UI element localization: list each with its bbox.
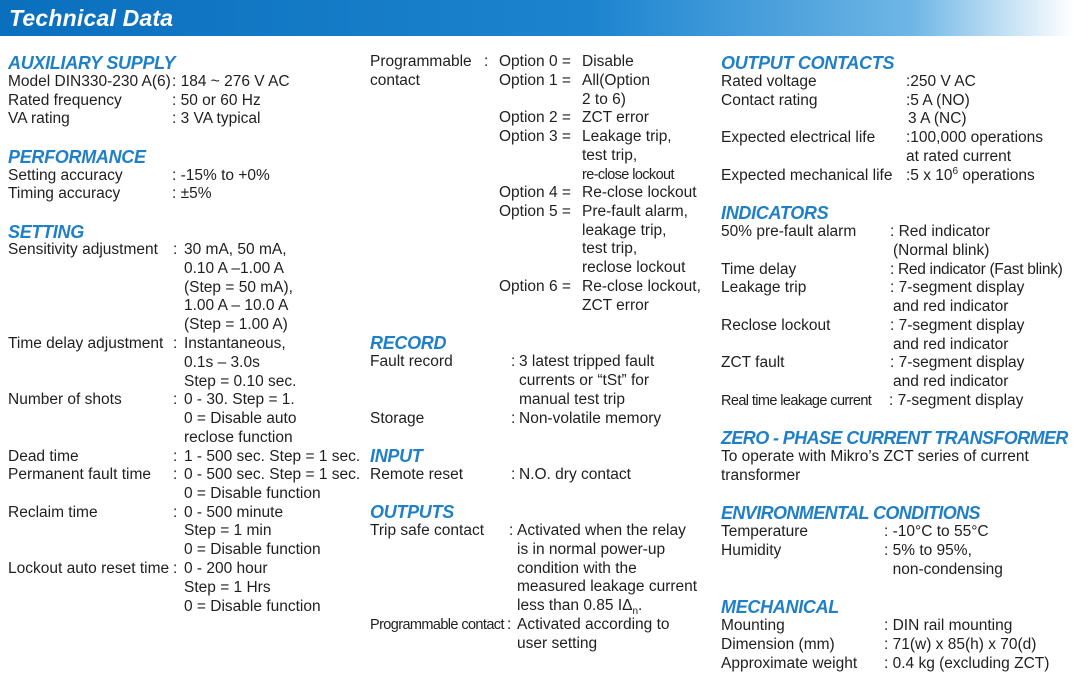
fault-record-colon: : [511, 353, 516, 370]
programmable-contact-output-line: Activated according to [517, 616, 670, 633]
zct-text: To operate with Mikro’s ZCT series of current [721, 448, 1029, 465]
zct-heading: ZERO - PHASE CURRENT TRANSFORMER [721, 428, 1068, 448]
storage-value: Non-volatile memory [519, 410, 662, 427]
indicator-value: (Normal blink) [893, 242, 990, 259]
option-text: Re-close lockout [582, 184, 697, 201]
sensitivity-line: (Step = 50 mA), [184, 279, 293, 296]
mech-value: : DIN rail mounting [884, 617, 1013, 634]
lockout-reset-colon: : [173, 560, 178, 577]
indicator-value: and red indicator [893, 298, 1009, 315]
trip-safe-line: condition with the [517, 560, 637, 577]
mech-value: : 71(w) x 85(h) x 70(d) [884, 636, 1037, 653]
humidity-value: non-condensing [884, 561, 1003, 578]
programmable-contact-output-colon: : [507, 616, 512, 633]
programmable-contact-colon: : [484, 53, 489, 70]
option-label: Option 6 = [499, 278, 571, 295]
programmable-contact-output-label: Programmable contact [370, 617, 504, 633]
auxiliary-supply-heading: AUXILIARY SUPPLY [8, 53, 176, 73]
fault-record-line: currents or “tSt” for [519, 372, 650, 389]
setting-heading: SETTING [8, 222, 84, 242]
option-label: Option 5 = [499, 203, 571, 220]
programmable-contact-label: Programmable [370, 53, 472, 70]
trip-safe-contact-label: Trip safe contact [370, 522, 485, 539]
lockout-reset-line: Step = 1 Hrs [184, 579, 271, 596]
model-label: Model DIN330-230 A(6) [8, 73, 171, 90]
rated-voltage-value: :250 V AC [906, 73, 976, 90]
option-text: reclose lockout [582, 259, 686, 276]
mech-label: Dimension (mm) [721, 636, 835, 653]
mechanical-heading: MECHANICAL [721, 597, 839, 617]
setting-accuracy-label: Setting accuracy [8, 167, 123, 184]
permanent-fault-time-line: 0 = Disable function [184, 485, 321, 502]
option-text: re-close lockout [582, 167, 674, 183]
indicators-heading: INDICATORS [721, 203, 829, 223]
time-delay-adjustment-colon: : [173, 335, 178, 352]
dead-time-label: Dead time [8, 448, 79, 465]
option-text: ZCT error [582, 297, 649, 314]
mech-value: : 0.4 kg (excluding ZCT) [884, 655, 1050, 672]
option-text: test trip, [582, 240, 638, 257]
indicator-value: : 7-segment display [890, 279, 1025, 296]
permanent-fault-time-line: 0 - 500 sec. Step = 1 sec. [184, 466, 361, 483]
option-text: Leakage trip, [582, 128, 672, 145]
sensitivity-line: 1.00 A – 10.0 A [184, 297, 289, 314]
option-label: Option 2 = [499, 109, 571, 126]
trip-safe-line: is in normal power-up [517, 541, 666, 558]
contact-rating-value: 3 A (NC) [908, 110, 967, 127]
time-delay-line: 0.1s – 3.0s [184, 354, 260, 371]
rated-frequency-label: Rated frequency [8, 92, 122, 109]
remote-reset-value: N.O. dry contact [519, 466, 631, 483]
option-label: Option 4 = [499, 184, 571, 201]
input-heading: INPUT [370, 446, 423, 466]
reclaim-time-colon: : [173, 504, 178, 521]
lockout-reset-line: 0 = Disable function [184, 598, 321, 615]
performance-heading: PERFORMANCE [8, 147, 146, 167]
rated-voltage-label: Rated voltage [721, 73, 817, 90]
option-label: Option 1 = [499, 72, 571, 89]
option-label: Option 3 = [499, 128, 571, 145]
fault-record-line: manual test trip [519, 391, 625, 408]
trip-safe-line: measured leakage current [517, 578, 698, 595]
dead-time-colon: : [173, 448, 178, 465]
mechanical-life-value: :5 x $10^6$ operations [906, 165, 1035, 184]
option-text: test trip, [582, 147, 638, 164]
real-time-leakage-label: Real time leakage current [721, 393, 872, 409]
programmable-contact-output-line: user setting [517, 635, 598, 652]
indicator-value: : Red indicator (Fast blink) [890, 261, 1063, 278]
contact-rating-value: :5 A (NO) [906, 92, 970, 109]
programmable-contact-label: contact [370, 72, 420, 89]
option-text: All(Option [582, 72, 651, 89]
reclaim-time-line: Step = 1 min [184, 522, 272, 539]
temperature-label: Temperature [721, 523, 809, 540]
number-of-shots-line: reclose function [184, 429, 293, 446]
option-text: Pre-fault alarm, [582, 203, 688, 220]
remote-reset-label: Remote reset [370, 466, 464, 483]
fault-record-label: Fault record [370, 353, 453, 370]
sensitivity-label: Sensitivity adjustment [8, 241, 158, 258]
timing-accuracy-value: : ±5% [172, 185, 212, 202]
trip-safe-line: less than 0.85 $I\Delta_n$. [517, 597, 643, 618]
trip-safe-contact-colon: : [509, 522, 514, 539]
lockout-reset-label: Lockout auto reset time [8, 560, 170, 577]
sensitivity-line: (Step = 1.00 A) [184, 316, 288, 333]
option-text: Disable [582, 53, 634, 70]
permanent-fault-time-label: Permanent fault time [8, 466, 152, 483]
real-time-leakage-value: : 7-segment display [889, 392, 1024, 409]
number-of-shots-line: 0 = Disable auto [184, 410, 297, 427]
contact-rating-label: Contact rating [721, 92, 818, 109]
indicator-label: 50% pre-fault alarm [721, 223, 857, 240]
output-contacts-heading: OUTPUT CONTACTS [721, 53, 895, 73]
indicator-value: : Red indicator [890, 223, 990, 240]
indicator-value: and red indicator [893, 373, 1009, 390]
humidity-label: Humidity [721, 542, 782, 559]
humidity-value: : 5% to 95%, [884, 542, 972, 559]
indicator-label: Reclose lockout [721, 317, 831, 334]
environmental-heading: ENVIRONMENTAL CONDITIONS [721, 503, 980, 523]
time-delay-adjustment-label: Time delay adjustment [8, 335, 164, 352]
timing-accuracy-label: Timing accuracy [8, 185, 121, 202]
reclaim-time-line: 0 - 500 minute [184, 504, 284, 521]
option-text: leakage trip, [582, 222, 667, 239]
sensitivity-colon: : [173, 241, 178, 258]
indicator-label: ZCT fault [721, 354, 785, 371]
outputs-heading: OUTPUTS [370, 502, 454, 522]
title-banner [0, 0, 1073, 36]
indicator-value: : 7-segment display [890, 354, 1025, 371]
trip-safe-line: Activated when the relay [517, 522, 686, 539]
zct-text: transformer [721, 467, 801, 484]
storage-colon: : [511, 410, 516, 427]
electrical-life-value: at rated current [906, 148, 1012, 165]
number-of-shots-line: 0 - 30. Step = 1. [184, 391, 295, 408]
remote-reset-colon: : [511, 466, 516, 483]
indicator-value: and red indicator [893, 336, 1009, 353]
sensitivity-line: 30 mA, 50 mA, [184, 241, 287, 258]
indicator-label: Time delay [721, 261, 797, 278]
va-rating-value: : 3 VA typical [172, 110, 261, 127]
reclaim-time-label: Reclaim time [8, 504, 98, 521]
temperature-value: : -10°C to 55°C [884, 523, 989, 540]
mech-label: Approximate weight [721, 655, 858, 672]
option-label: Option 0 = [499, 53, 571, 70]
electrical-life-value: :100,000 operations [906, 129, 1044, 146]
lockout-reset-line: 0 - 200 hour [184, 560, 268, 577]
electrical-life-label: Expected electrical life [721, 129, 876, 146]
permanent-fault-time-colon: : [173, 466, 178, 483]
time-delay-line: Instantaneous, [184, 335, 286, 352]
number-of-shots-colon: : [173, 391, 178, 408]
fault-record-line: 3 latest tripped fault [519, 353, 655, 370]
setting-accuracy-value: : -15% to +0% [172, 167, 270, 184]
storage-label: Storage [370, 410, 425, 427]
va-rating-label: VA rating [8, 110, 70, 127]
mech-label: Mounting [721, 617, 785, 634]
model-value: : 184 ~ 276 V AC [172, 73, 290, 90]
reclaim-time-line: 0 = Disable function [184, 541, 321, 558]
option-text: 2 to 6) [582, 91, 626, 108]
sensitivity-line: 0.10 A –1.00 A [184, 260, 284, 277]
time-delay-line: Step = 0.10 sec. [184, 373, 297, 390]
mechanical-life-label: Expected mechanical life [721, 167, 893, 184]
number-of-shots-label: Number of shots [8, 391, 122, 408]
indicator-value: : 7-segment display [890, 317, 1025, 334]
record-heading: RECORD [370, 333, 447, 353]
option-text: ZCT error [582, 109, 649, 126]
page-title: Technical Data [9, 5, 174, 31]
dead-time-line: 1 - 500 sec. Step = 1 sec. [184, 448, 361, 465]
rated-frequency-value: : 50 or 60 Hz [172, 92, 261, 109]
indicator-label: Leakage trip [721, 279, 807, 296]
option-text: Re-close lockout, [582, 278, 701, 295]
